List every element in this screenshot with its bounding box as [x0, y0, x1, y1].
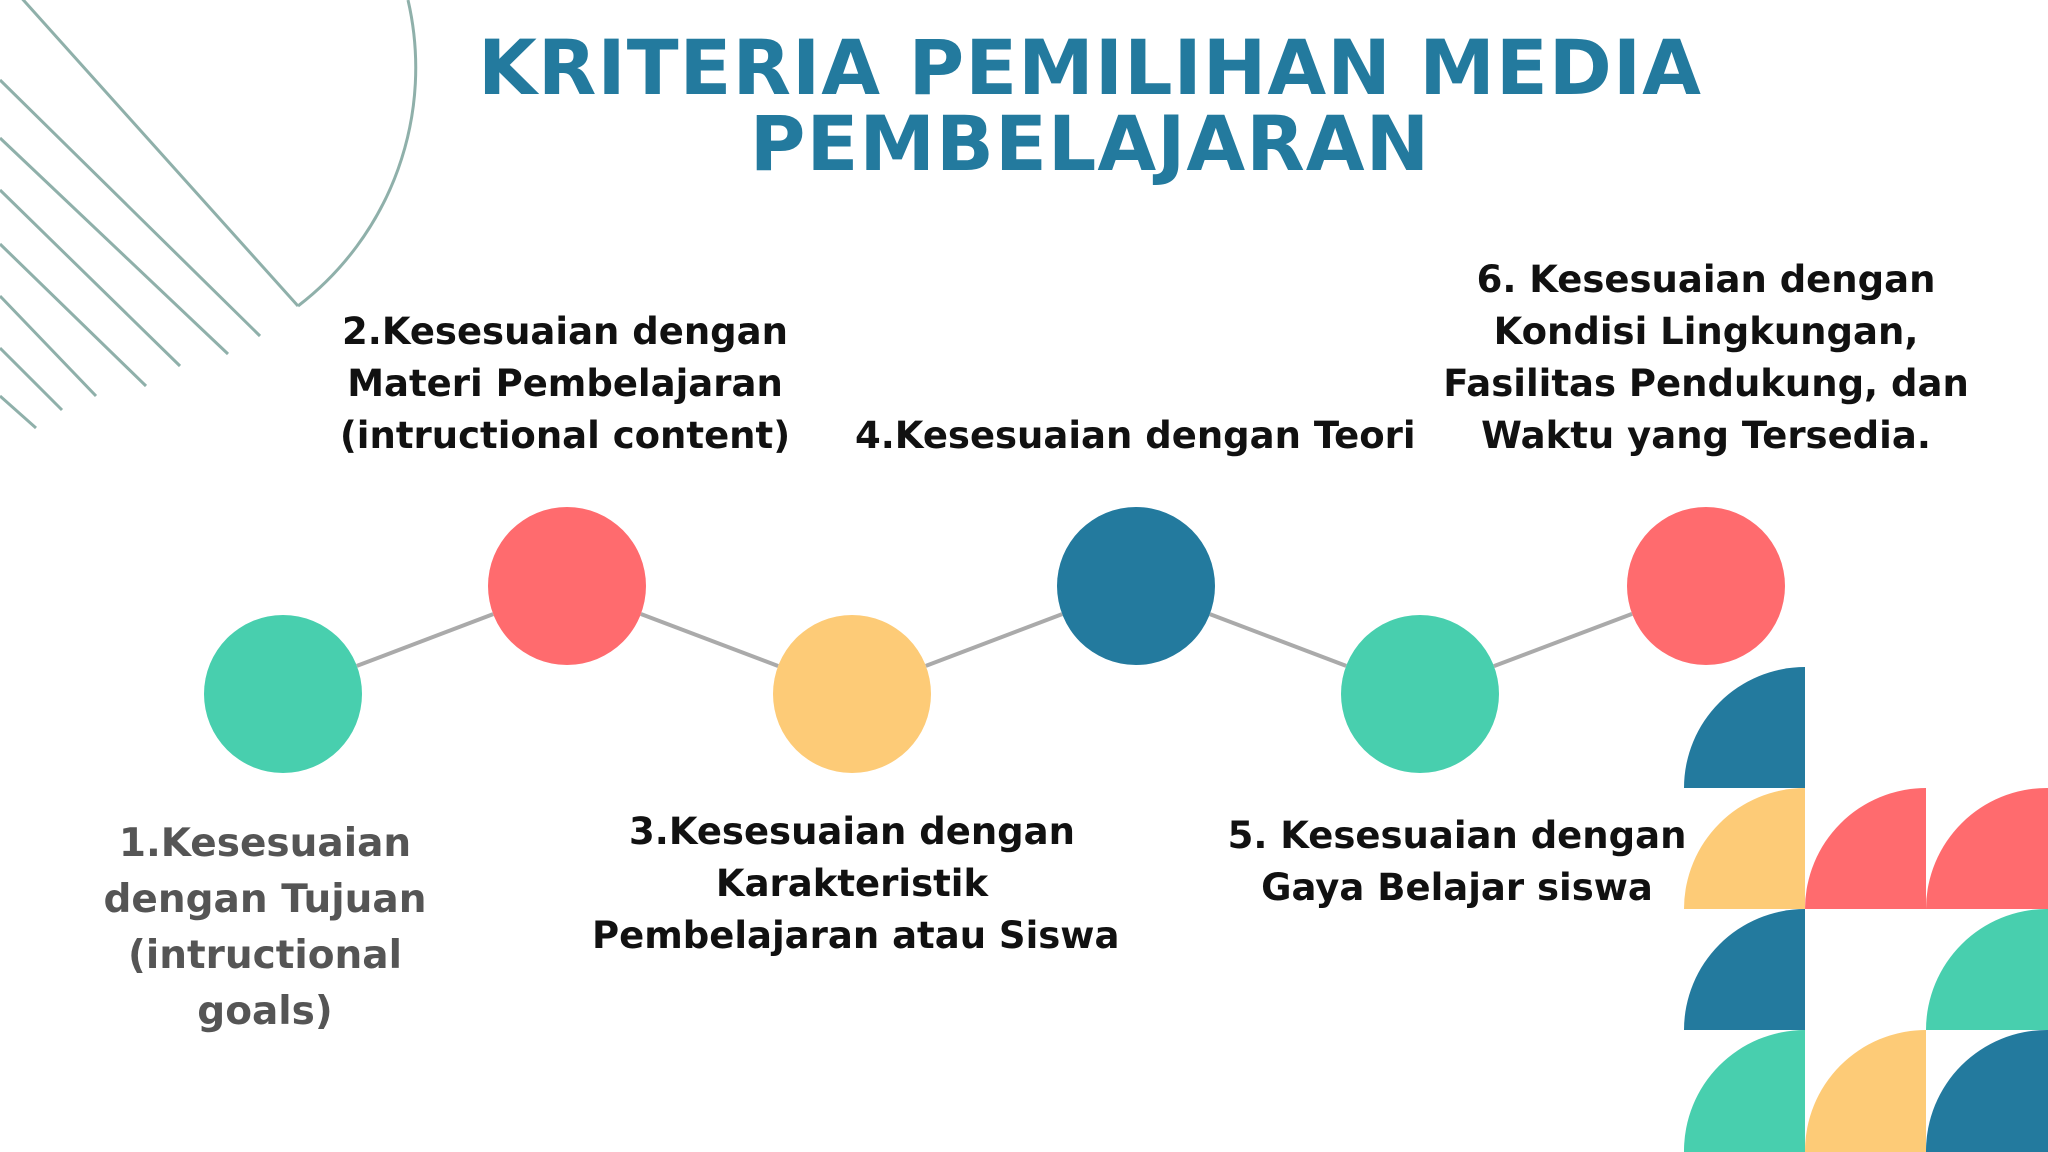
criterion-5-line: 5. Kesesuaian dengan [1227, 814, 1687, 857]
criterion-3-label [592, 806, 1120, 962]
criterion-1-line: 1.Kesesuaian [118, 821, 412, 866]
criterion-3-line: 3.Kesesuaian dengan [629, 810, 1075, 853]
criterion-1-line: dengan Tujuan [103, 877, 427, 922]
connector-line [641, 614, 778, 666]
criterion-2-line: Materi Pembelajaran [347, 362, 783, 405]
criterion-1-label [85, 816, 445, 1040]
criterion-3-node [773, 615, 931, 773]
criterion-2-node [488, 507, 646, 665]
criterion-6-line: Kondisi Lingkungan, [1493, 310, 1919, 353]
criterion-6-line: Fasilitas Pendukung, dan [1443, 362, 1969, 405]
criterion-6-line: 6. Kesesuaian dengan [1476, 258, 1936, 301]
criterion-1-node [204, 615, 362, 773]
connector-line [1494, 614, 1632, 666]
connector-line [357, 614, 493, 666]
connector-line [1210, 614, 1346, 666]
criterion-1-line: goals) [197, 989, 333, 1034]
title-line-2: PEMBELAJARAN [749, 99, 1431, 188]
connector-line [926, 614, 1062, 666]
criterion-6-label [1436, 254, 1976, 462]
criterion-1-line: (intructional [128, 933, 402, 978]
criterion-6-line: Waktu yang Tersedia. [1481, 414, 1931, 457]
criterion-5-line: Gaya Belajar siswa [1261, 866, 1653, 909]
criterion-4-node [1057, 507, 1215, 665]
criterion-5-node [1341, 615, 1499, 773]
criterion-2-line: 2.Kesesuaian dengan [342, 310, 788, 353]
title-line-1: KRITERIA PEMILIHAN MEDIA [478, 23, 1702, 112]
criterion-4-line: 4.Kesesuaian dengan Teori [855, 414, 1416, 457]
criterion-3-line: Pembelajaran atau Siswa [592, 914, 1120, 957]
criterion-2-line: (intructional content) [339, 414, 791, 457]
criterion-4-label [855, 410, 1415, 462]
criterion-6-node [1627, 507, 1785, 665]
criterion-3-line: Karakteristik [715, 862, 989, 905]
criterion-2-label [315, 306, 815, 462]
criterion-5-label [1212, 810, 1702, 914]
